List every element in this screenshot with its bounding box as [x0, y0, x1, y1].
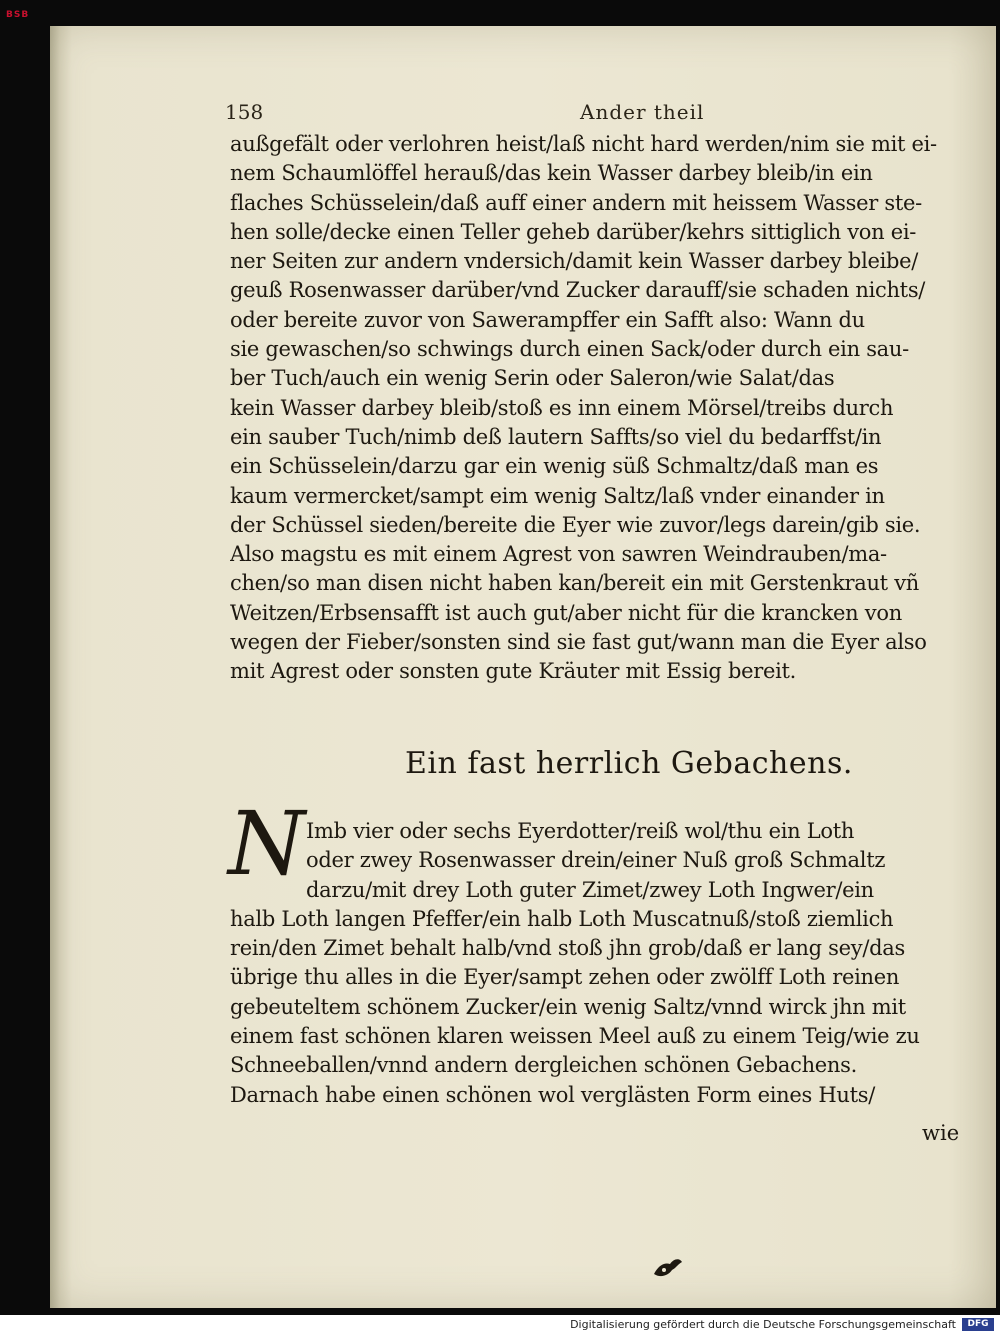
text-line: oder bereite zuvor von Sawerampffer ein Safft also: Wann du — [230, 307, 865, 332]
paragraph-1 — [230, 130, 946, 687]
text-line: rein/den Zimet behalt halb/vnd stoß jhn grob/daß er lang sey/das — [230, 936, 905, 961]
text-line: darzu/mit drey Loth guter Zimet/zwey Loth Ingwer/ein — [306, 877, 874, 902]
text-line: ner Seiten zur andern vndersich/damit kein Wasser darbey bleibe/ — [230, 249, 919, 274]
printer-ornament-icon — [650, 1252, 686, 1282]
book-page — [50, 26, 996, 1308]
running-head-title: Ander theil — [580, 100, 705, 124]
catchword: wie — [922, 1121, 960, 1145]
dfg-logo: DFG — [962, 1318, 994, 1331]
text-line: Darnach habe einen schönen wol verglästen Form eines Huts/ — [230, 1082, 875, 1107]
text-line: ein Schüsselein/darzu gar ein wenig süß Schmaltz/daß man es — [230, 454, 879, 479]
text-line: ein sauber Tuch/nimb deß lautern Saffts/so viel du bedarffst/in — [230, 424, 882, 449]
paragraph-2 — [230, 817, 946, 1110]
text-line: einem fast schönen klaren weissen Meel auß zu einem Teig/wie zu — [230, 1024, 920, 1049]
text-line: nem Schaumlöffel herauß/das kein Wasser darbey bleib/in ein — [230, 161, 873, 186]
text-line: gebeuteltem schönem Zucker/ein wenig Saltz/vnnd wirck jhn mit — [230, 994, 906, 1019]
text-line: der Schüssel sieden/bereite die Eyer wie zuvor/legs darein/gib sie. — [230, 512, 921, 537]
bsb-logo: BSB — [6, 10, 30, 20]
text-line: Also magstu es mit einem Agrest von sawren Weindrauben/ma- — [230, 542, 887, 567]
text-line: außgefält oder verlohren heist/laß nicht hard werden/nim sie mit ei- — [230, 132, 937, 156]
text-line: geuß Rosenwasser darüber/vnd Zucker darauff/sie schaden nichts/ — [230, 278, 926, 303]
text-line: chen/so man disen nicht haben kan/bereit ein mit Gerstenkraut vñ — [230, 571, 919, 596]
footer-funding-text: Digitalisierung gefördert durch die Deutsche Forschungsgemeinschaft — [570, 1318, 956, 1331]
text-line: oder zwey Rosenwasser drein/einer Nuß groß Schmaltz — [306, 848, 886, 873]
footer-bar — [0, 1315, 1000, 1335]
text-line: Schneeballen/vnnd andern dergleichen schönen Gebachens. — [230, 1053, 858, 1078]
running-head — [225, 100, 895, 126]
text-line: kaum vermercket/sampt eim wenig Saltz/laß vnder einander in — [230, 483, 885, 508]
text-line: Imb vier oder sechs Eyerdotter/reiß wol/thu ein Loth — [306, 819, 855, 843]
text-line: übrige thu alles in die Eyer/sampt zehen oder zwölff Loth reinen — [230, 965, 900, 990]
text-line: hen solle/decke einen Teller geheb darüber/kehrs sittiglich von ei- — [230, 219, 917, 244]
page-number: 158 — [225, 100, 264, 124]
text-line: sie gewaschen/so schwings durch einen Sack/oder durch ein sau- — [230, 337, 909, 362]
text-line: ber Tuch/auch ein wenig Serin oder Saleron/wie Salat/das — [230, 366, 835, 391]
text-line: kein Wasser darbey bleib/stoß es inn einem Mörsel/treibs durch — [230, 395, 894, 420]
text-line: halb Loth langen Pfeffer/ein halb Loth Muscatnuß/stoß ziemlich — [230, 906, 894, 931]
drop-cap-initial: N — [228, 792, 305, 895]
recipe-heading: Ein fast herrlich Gebachens. — [405, 746, 853, 781]
text-line: mit Agrest oder sonsten gute Kräuter mit Essig bereit. — [230, 659, 797, 684]
text-line: wegen der Fieber/sonsten sind sie fast gut/wann man die Eyer also — [230, 630, 927, 655]
text-line: flaches Schüsselein/daß auff einer andern mit heissem Wasser ste- — [230, 190, 922, 215]
text-line: Weitzen/Erbsensafft ist auch gut/aber nicht für die krancken von — [230, 600, 902, 625]
